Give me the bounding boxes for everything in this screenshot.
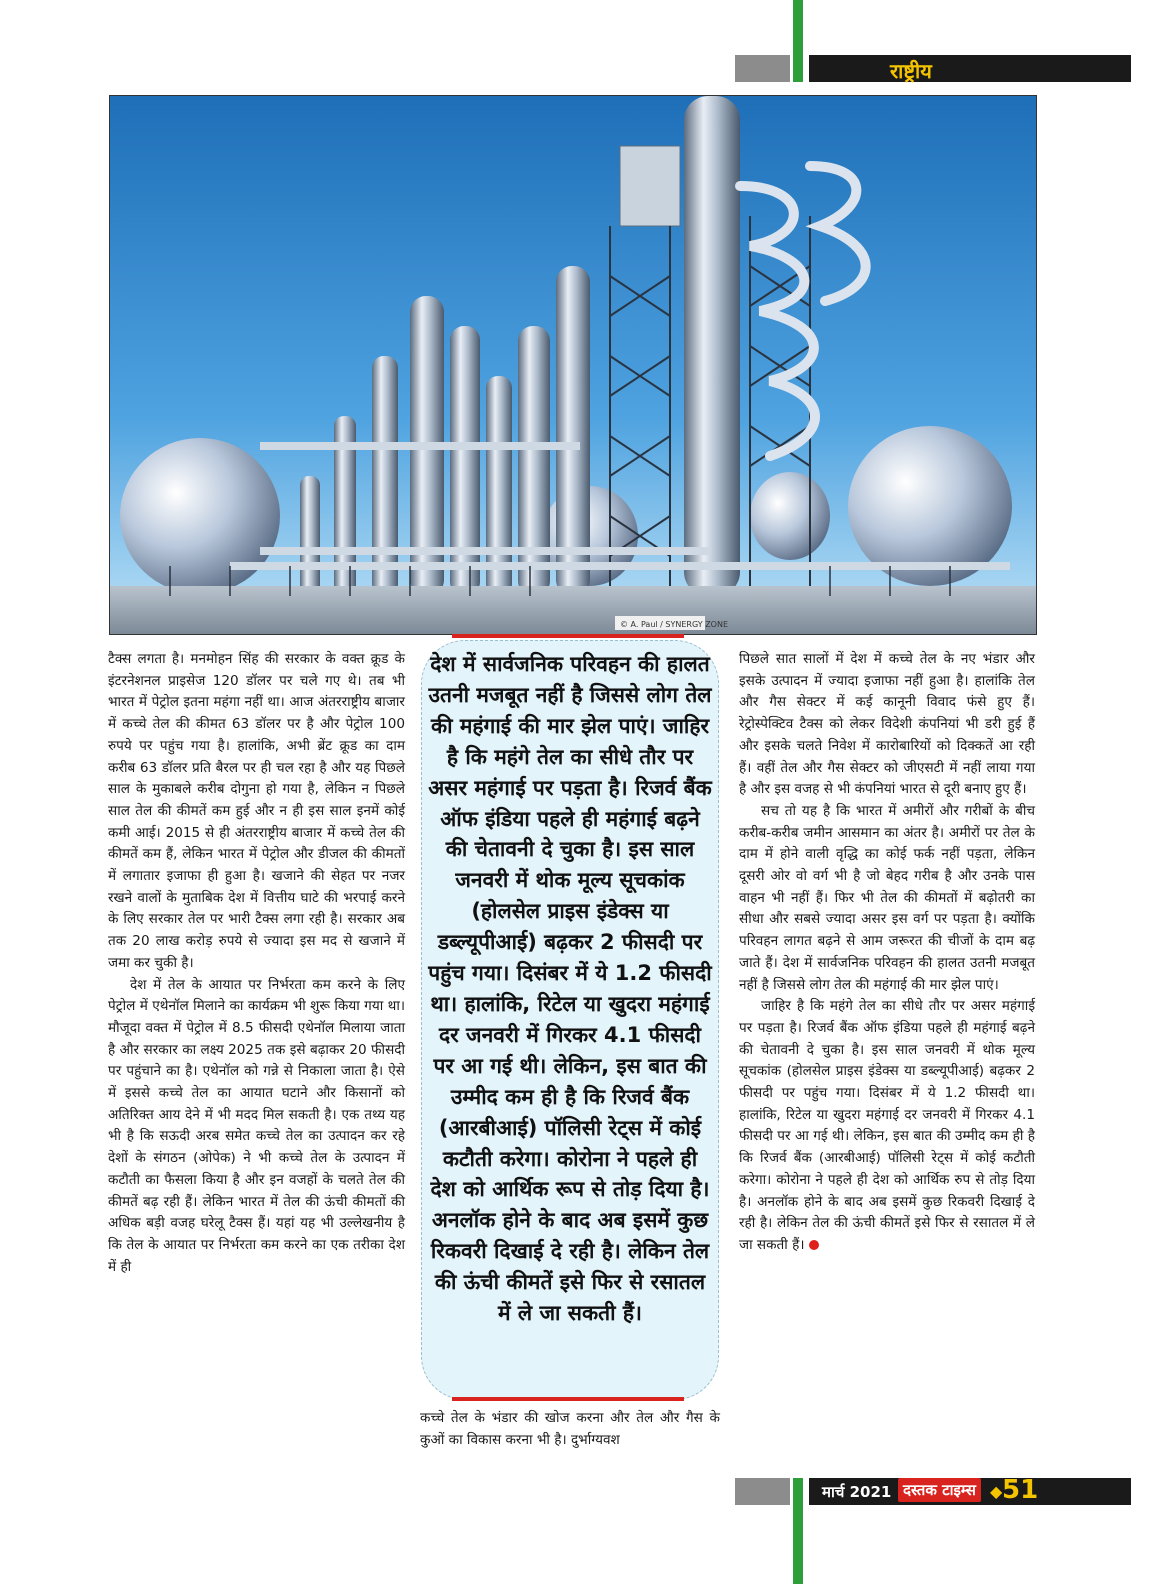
article-column-left: [108, 649, 405, 1278]
magazine-name: दस्तक टाइम्स: [898, 1478, 981, 1502]
diamond-separator-icon: ◆: [990, 1482, 1003, 1501]
page-number: 51: [1002, 1475, 1039, 1505]
pullquote-top-rule: [452, 634, 684, 638]
paragraph-text: जाहिर है कि महंगे तेल का सीधे तौर पर असर महंगाई पर पड़ता है। रिजर्व बैंक ऑफ इंडिया पहले ही महंगाई बढ़ने की चेतावनी दे चुका है। इस साल जनवरी में थोक मूल्य सूचकांक (होलसेल प्राइस इंडेक्स या डब्ल्यूपीआई) बढ़कर 2 फीसदी पर पहुंच गया। दिसंबर में ये 1.2 फीसदी था। हालांकि, रिटेल या खुदरा महंगाई दर जनवरी में गिरकर 4.1 फीसदी पर आ गई थी। लेकिन, इस बात की उम्मीद कम ही है कि रिजर्व बैंक (आरबीआई) पॉलिसी रेट्स में कोई कटौती करेगा। कोरोना ने पहले ही देश को आर्थिक रुप से तोड़ दिया है। अनलॉक होने के बाद अब इसमें कुछ रिकवरी दिखाई दे रही है। लेकिन तेल की ऊंची कीमतें इसे फिर से रसातल में ले जा सकती हैं।: [739, 998, 1035, 1253]
footer-gray-block: [735, 1478, 790, 1505]
section-title: राष्ट्रीय: [890, 59, 932, 83]
header-gray-block: [735, 55, 790, 82]
article-column-right: [739, 649, 1035, 1257]
footer-green-bar: [793, 1478, 803, 1584]
photo-credit: © A. Paul / SYNERGY ZONE: [620, 620, 729, 629]
paragraph: पिछले सात सालों में देश में कच्चे तेल के नए भंडार और इसके उत्पादन में ज्यादा इजाफा नहीं हुआ है। हालांकि तेल और गैस सेक्टर में कई कानूनी विवाद फंसे हुए हैं। रेट्रोस्पेक्टिव टैक्स को लेकर विदेशी कंपनियां भी डरी हुई हैं और इसके चलते निवेश में कारोबारियों को दिक्कतें आ रही हैं। वहीं तेल और गैस सेक्टर को जीएसटी में नहीं लाया गया है और इस वजह से भी कंपनियां भारत से दूरी बनाए हुए हैं।: [739, 651, 1035, 798]
refinery-illustration: [110, 96, 1036, 634]
paragraph: देश में तेल के आयात पर निर्भरता कम करने के लिए पेट्रोल में एथेनॉल मिलाने का कार्यक्रम भी शुरू किया गया था। मौजूदा वक्त में पेट्रोल में 8.5 फीसदी एथेनॉल मिलाया जाता है और सरकार का लक्ष्य 2025 तक इसे बढ़ाकर 20 फीसदी पर पहुंचाने का है। एथेनॉल को गन्ने से निकाला जाता है। ऐसे में इससे कच्चे तेल का आयात घटाने और किसानों को अतिरिक्त आय देने में भी मदद मिल सकती है। एक तथ्य यह भी है कि सऊदी अरब समेत कच्चे तेल का उत्पादन कर रहे देशों के संगठन (ओपेक) ने भी कच्चे तेल के उत्पादन में कटौती का फैसला किया है और इन वजहों के चलते तेल की कीमतें बढ़ रही हैं। लेकिन भारत में तेल की ऊंची कीमतों की अधिक बड़ी वजह घरेलू टैक्स हैं। यहां यह भी उल्लेखनीय है कि तेल के आयात पर निर्भरता कम करने का एक तरीका देश में ही: [108, 976, 405, 1275]
article-column-middle-bottom: कच्चे तेल के भंडार की खोज करना और तेल और गैस के कुओं का विकास करना भी है। दुर्भाग्यवश: [420, 1410, 720, 1448]
paragraph: [739, 996, 1035, 1256]
refinery-photo: [109, 95, 1037, 635]
issue-date: मार्च 2021: [822, 1483, 892, 1501]
end-mark-icon: [809, 1240, 819, 1250]
header-black-band: [809, 55, 1131, 82]
pullquote-text: देश में सार्वजनिक परिवहन की हालत उतनी मजबूत नहीं है जिससे लोग तेल की महंगाई की मार झेल पाएं। जाहिर है कि महंगे तेल का सीधे तौर पर असर महंगाई पर पड़ता है। रिजर्व बैंक ऑफ इंडिया पहले ही महंगाई बढ़ने की चेतावनी दे चुका है। इस साल जनवरी में थोक मूल्य सूचकांक (होलसेल प्राइस इंडेक्स या डब्ल्यूपीआई) बढ़कर 2 फीसदी पर पहुंच गया। दिसंबर में ये 1.2 फीसदी था। हालांकि, रिटेल या खुदरा महंगाई दर जनवरी में गिरकर 4.1 फीसदी पर आ गई थी। लेकिन, इस बात की उम्मीद कम ही है कि रिजर्व बैंक (आरबीआई) पॉलिसी रेट्स में कोई कटौती करेगा। कोरोना ने पहले ही देश को आर्थिक रूप से तोड़ दिया है। अनलॉक होने के बाद अब इसमें कुछ रिकवरी दिखाई दे रही है। लेकिन तेल की ऊंची कीमतें इसे फिर से रसातल में ले जा सकती हैं।: [428, 652, 712, 1326]
paragraph: सच तो यह है कि भारत में अमीरों और गरीबों के बीच करीब-करीब जमीन आसमान का अंतर है। अमीरों पर तेल के दाम में होने वाली वृद्धि का कोई फर्क नहीं पड़ता, लेकिन दूसरी ओर वो वर्ग भी है जो बेहद गरीब है और उनके पास वाहन भी नहीं हैं। फिर भी तेल की कीमतों में बढ़ोतरी का सीधा और सबसे ज्यादा असर इस वर्ग पर पड़ता है। क्योंकि परिवहन लागत बढ़ने से आम जरूरत की चीजों के दाम बढ़ जाते हैं। देश में सार्वजनिक परिवहन की हालत उतनी मजबूत नहीं है जिससे लोग तेल की महंगाई की मार झेल पाएं।: [739, 802, 1035, 993]
paragraph: टैक्स लगता है। मनमोहन सिंह की सरकार के वक्त क्रूड के इंटरनेशनल प्राइसेज 120 डॉलर पर चले गए थे। तब भी भारत में पेट्रोल इतना महंगा नहीं था। आज अंतरराष्ट्रीय बाजार में कच्चे तेल की कीमत 63 डॉलर पर है और पेट्रोल 100 रुपये पर पहुंच गया है। हालांकि, अभी ब्रेंट क्रूड का दाम करीब 63 डॉलर प्रति बैरल पर ही चल रहा है और यह पिछले साल के मुकाबले करीब दोगुना हो गया है, लेकिन न पिछले साल तेल की कीमतें कम हुई और न ही इस साल इनमें कोई कमी आई। 2015 से ही अंतरराष्ट्रीय बाजार में कच्चे तेल की कीमतें कम हैं, लेकिन भारत में पेट्रोल और डीजल की कीमतों में लगातार इजाफा ही हुआ है। खजाने की सेहत पर नजर रखने वालों के मुताबिक देश में वित्तीय घाटे की भरपाई करने के लिए सरकार तेल पर भारी टैक्स लगा रही है। सरकार अब तक 20 लाख करोड़ रुपये से ज्यादा इस मद से खजाने में जमा कर चुकी है।: [108, 651, 405, 971]
header-green-bar: [793, 0, 803, 82]
pullquote-bottom-rule: [452, 1397, 684, 1401]
